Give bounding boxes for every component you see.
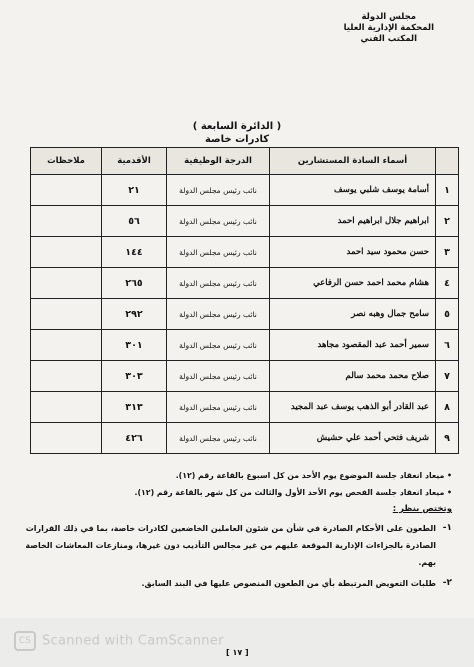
table-row: [31, 268, 459, 299]
cell-grade: نائب رئيس مجلس الدولة: [167, 330, 270, 361]
cell-name: أسامة يوسف شلبي يوسف: [270, 175, 436, 206]
table-row: [31, 330, 459, 361]
schedule-item-review: • ميعاد انعقاد جلسة الفحص يوم الأحد الأول والثالث من كل شهر بالقاعة رقم (١٢).: [22, 484, 452, 501]
cell-notes: [31, 175, 102, 206]
col-notes-header: ملاحظات: [31, 148, 102, 175]
col-grade-header: الدرجة الوظيفية: [167, 148, 270, 175]
cell-name: عبد القادر أبو الذهب يوسف عبد المجيد: [270, 392, 436, 423]
item-number: ١-: [442, 523, 452, 533]
cell-name: ابراهيم جلال ابراهيم احمد: [270, 206, 436, 237]
table-row: [31, 299, 459, 330]
cell-index: ٤: [436, 268, 459, 299]
schedule-item-merits: • ميعاد انعقاد جلسة الموضوع يوم الأحد من كل اسبوع بالقاعة رقم (١٢).: [22, 467, 452, 484]
cell-index: ٣: [436, 237, 459, 268]
table-row: [31, 423, 459, 454]
cell-notes: [31, 206, 102, 237]
cell-index: ٥: [436, 299, 459, 330]
cell-index: ٨: [436, 392, 459, 423]
list-item: [16, 520, 452, 571]
camscanner-logo: CS: [14, 631, 36, 651]
cell-grade: نائب رئيس مجلس الدولة: [167, 206, 270, 237]
table-header-row: [31, 148, 459, 175]
cell-seniority: ٢٩٢: [102, 299, 167, 330]
cell-seniority: ٢١: [102, 175, 167, 206]
cell-index: ٧: [436, 361, 459, 392]
cell-name: شريف فتحي أحمد علي حشيش: [270, 423, 436, 454]
letterhead: [344, 12, 434, 45]
cell-seniority: ٢٦٥: [102, 268, 167, 299]
cell-notes: [31, 392, 102, 423]
session-schedule: [22, 467, 452, 501]
circuit-title: ( الدائرة السابعة ): [192, 121, 282, 132]
cell-grade: نائب رئيس مجلس الدولة: [167, 392, 270, 423]
cell-seniority: ٤٢٦: [102, 423, 167, 454]
letterhead-line2: المحكمة الإدارية العليا: [343, 23, 434, 33]
scanner-watermark: [14, 631, 224, 651]
page-number: [ ١٧ ]: [226, 648, 249, 657]
cell-seniority: ٣٠٣: [102, 361, 167, 392]
cell-seniority: ٣٠١: [102, 330, 167, 361]
table-row: [31, 206, 459, 237]
item-text: الطعون على الأحكام الصادرة في شأن من شئون العاملين الخاضعين لكادرات خاصة، بما في ذلك القرارات الصادرة بالجزاءات الإدارية الموقعة عليهم من غير مجالس التأديب دون غيرها، ومنازعات المعاشات الخاصة بهم.: [25, 524, 436, 567]
cell-index: ٢: [436, 206, 459, 237]
cell-notes: [31, 330, 102, 361]
cell-grade: نائب رئيس مجلس الدولة: [167, 299, 270, 330]
specialization-heading: وتختص بنظر :: [392, 504, 452, 514]
cell-grade: نائب رئيس مجلس الدولة: [167, 175, 270, 206]
cell-seniority: ٥٦: [102, 206, 167, 237]
cell-grade: نائب رئيس مجلس الدولة: [167, 423, 270, 454]
table-row: [31, 175, 459, 206]
cell-notes: [31, 237, 102, 268]
counselors-table: [30, 147, 459, 454]
cell-name: سامح جمال وهبه نصر: [270, 299, 436, 330]
item-number: ٢-: [442, 578, 452, 588]
scanner-text: Scanned with CamScanner: [42, 633, 224, 649]
cell-notes: [31, 299, 102, 330]
cell-notes: [31, 361, 102, 392]
cell-name: صلاح محمد محمد سالم: [270, 361, 436, 392]
specialization-list: [16, 520, 452, 596]
title-block: [0, 120, 474, 146]
table-row: [31, 392, 459, 423]
col-seniority-header: الأقدمية: [102, 148, 167, 175]
cell-grade: نائب رئيس مجلس الدولة: [167, 268, 270, 299]
letterhead-line3: المكتب الفني: [360, 34, 418, 44]
cell-grade: نائب رئيس مجلس الدولة: [167, 361, 270, 392]
cell-notes: [31, 423, 102, 454]
table-row: [31, 361, 459, 392]
cell-index: ٦: [436, 330, 459, 361]
cell-seniority: ٣١٣: [102, 392, 167, 423]
subtitle: كادرات خاصة: [204, 134, 270, 145]
col-names-header: أسماء السادة المستشارين: [270, 148, 436, 175]
cell-name: سمير أحمد عبد المقصود مجاهد: [270, 330, 436, 361]
list-item: [16, 575, 452, 592]
cell-index: ٩: [436, 423, 459, 454]
cell-name: هشام محمد احمد حسن الرفاعي: [270, 268, 436, 299]
cell-name: حسن محمود سيد احمد: [270, 237, 436, 268]
table-row: [31, 237, 459, 268]
cell-grade: نائب رئيس مجلس الدولة: [167, 237, 270, 268]
cell-index: ١: [436, 175, 459, 206]
cell-seniority: ١٤٤: [102, 237, 167, 268]
item-text: طلبات التعويض المرتبطة بأي من الطعون المنصوص عليها في البند السابق.: [141, 579, 436, 588]
letterhead-line1: مجلس الدولة: [361, 12, 417, 22]
cell-notes: [31, 268, 102, 299]
col-index-header: [436, 148, 459, 175]
